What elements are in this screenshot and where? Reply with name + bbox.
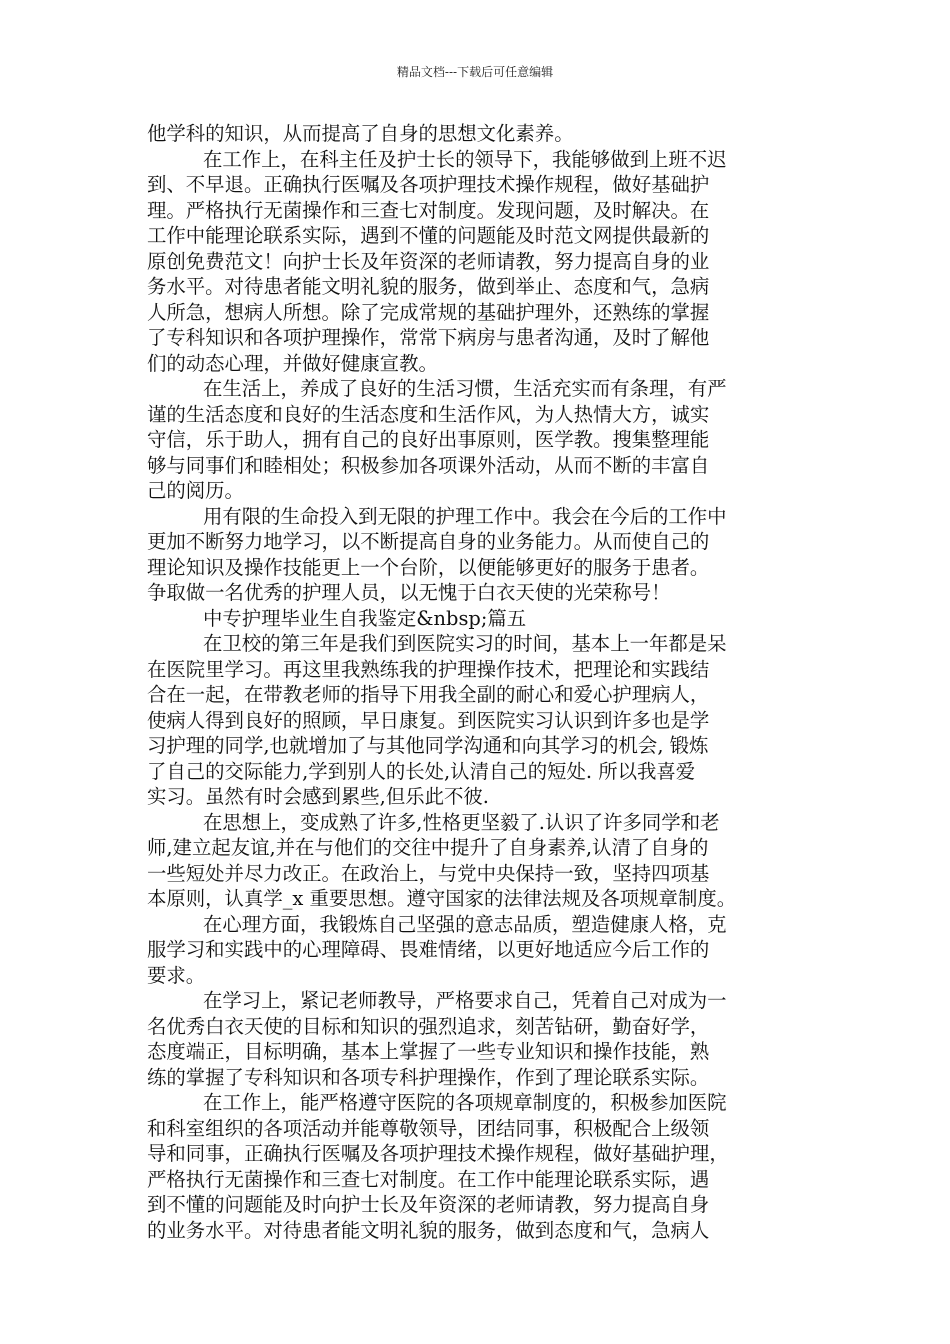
text-line: 导和同事，正确执行医嘱及各项护理技术操作规程，做好基础护理， [147, 1142, 729, 1165]
text-line: 理。严格执行无菌操作和三查七对制度。发现问题，及时解决。在 [147, 198, 710, 222]
text-line: 要求。 [147, 963, 206, 987]
text-line: 服学习和实践中的心理障碍、畏难情绪，以更好地适应今后工作的 [147, 938, 710, 961]
text-line: 理论知识及操作技能更上一个台阶，以便能够更好的服务于患者。 [147, 555, 710, 579]
text-line: 师,建立起友谊,并在与他们的交往中提升了自身素养,认清了自身的 [147, 836, 709, 859]
text-line: 用有限的生命投入到无限的护理工作中。我会在今后的工作中 [203, 504, 727, 528]
text-line: 守信，乐于助人，拥有自己的良好出事原则，医学教。搜集整理能 [147, 428, 710, 451]
text-line: 在心理方面，我锻炼自己坚强的意志品质，塑造健康人格，克 [203, 912, 727, 936]
text-line: 己的阅历。 [147, 479, 244, 502]
text-line: 谨的生活态度和良好的生活态度和生活作风，为人热情大方，诚实 [147, 402, 710, 426]
text-line: 争取做一名优秀的护理人员，以无愧于白衣天使的光荣称号！ [147, 581, 671, 604]
text-line: 够与同事们和睦相处；积极参加各项课外活动，从而不断的丰富自 [147, 453, 710, 477]
text-line: 名优秀白衣天使的目标和知识的强烈追求，刻苦钻研，勤奋好学， [147, 1014, 710, 1038]
page-header: 精品文档---下载后可任意编辑 [396, 65, 554, 79]
text-line: 在工作上，能严格遵守医院的各项规章制度的，积极参加医院 [203, 1091, 727, 1114]
text-line: 中专护理毕业生自我鉴定&nbsp;篇五 [203, 606, 527, 630]
text-line: 更加不断努力地学习，以不断提高自身的业务能力。从而使自己的 [147, 530, 710, 553]
text-line: 练的掌握了专科知识和各项专科护理操作，作到了理论联系实际。 [147, 1065, 710, 1089]
text-line: 一些短处并尽力改正。在政治上，与党中央保持一致，坚持四项基 [147, 861, 710, 885]
text-line: 原创免费范文！向护士长及年资深的老师请教，努力提高自身的业 [147, 249, 710, 273]
text-line: 到不懂的问题能及时向护士长及年资深的老师请教，努力提高自身 [147, 1193, 710, 1216]
document-body [147, 121, 819, 1243]
text-line: 态度端正，目标明确，基本上掌握了一些专业知识和操作技能，熟 [147, 1040, 710, 1063]
text-line: 在工作上，在科主任及护士长的领导下，我能够做到上班不迟 [203, 147, 727, 171]
text-line: 实习。虽然有时会感到累些,但乐此不彼. [147, 785, 489, 808]
text-line: 人所急，想病人所想。除了完成常规的基础护理外，还熟练的掌握 [147, 300, 710, 324]
text-line: 和科室组织的各项活动并能尊敬领导，团结同事，积极配合上级领 [147, 1116, 710, 1140]
text-line: 了专科知识和各项护理操作，常常下病房与患者沟通，及时了解他 [147, 326, 710, 349]
text-line: 在思想上，变成熟了许多,性格更坚毅了.认识了许多同学和老 [203, 810, 720, 834]
text-line: 在医院里学习。再这里我熟练我的护理操作技术，把理论和实践结 [147, 657, 710, 681]
text-line: 在卫校的第三年是我们到医院实习的时间，基本上一年都是呆 [203, 632, 727, 655]
text-line: 使病人得到良好的照顾，早日康复。到医院实习认识到许多也是学 [147, 708, 710, 732]
text-line: 严格执行无菌操作和三查七对制度。在工作中能理论联系实际，遇 [147, 1167, 710, 1191]
text-line: 们的动态心理，并做好健康宣教。 [147, 351, 438, 375]
text-line: 工作中能理论联系实际，遇到不懂的问题能及时范文网提供最新的 [147, 224, 710, 247]
text-line: 了自己的交际能力,学到别人的长处,认清自己的短处. 所以我喜爱 [147, 759, 696, 783]
text-line: 他学科的知识，从而提高了自身的思想文化素养。 [147, 122, 574, 145]
text-line: 的业务水平。对待患者能文明礼貌的服务，做到态度和气，急病人 [147, 1218, 710, 1242]
text-line: 务水平。对待患者能文明礼貌的服务，做到举止、态度和气，急病 [147, 275, 710, 298]
text-line: 合在一起，在带教老师的指导下用我全副的耐心和爱心护理病人， [147, 683, 710, 706]
text-line: 习护理的同学,也就增加了与其他同学沟通和向其学习的机会, 锻炼 [147, 734, 709, 757]
text-line: 到、不早退。正确执行医嘱及各项护理技术操作规程，做好基础护 [147, 173, 710, 196]
text-line: 在学习上，紧记老师教导，严格要求自己，凭着自己对成为一 [203, 989, 727, 1012]
text-line: 本原则，认真学_x 重要思想。遵守国家的法律法规及各项规章制度。 [147, 887, 737, 910]
text-line: 在生活上，养成了良好的生活习惯，生活充实而有条理，有严 [203, 377, 727, 400]
